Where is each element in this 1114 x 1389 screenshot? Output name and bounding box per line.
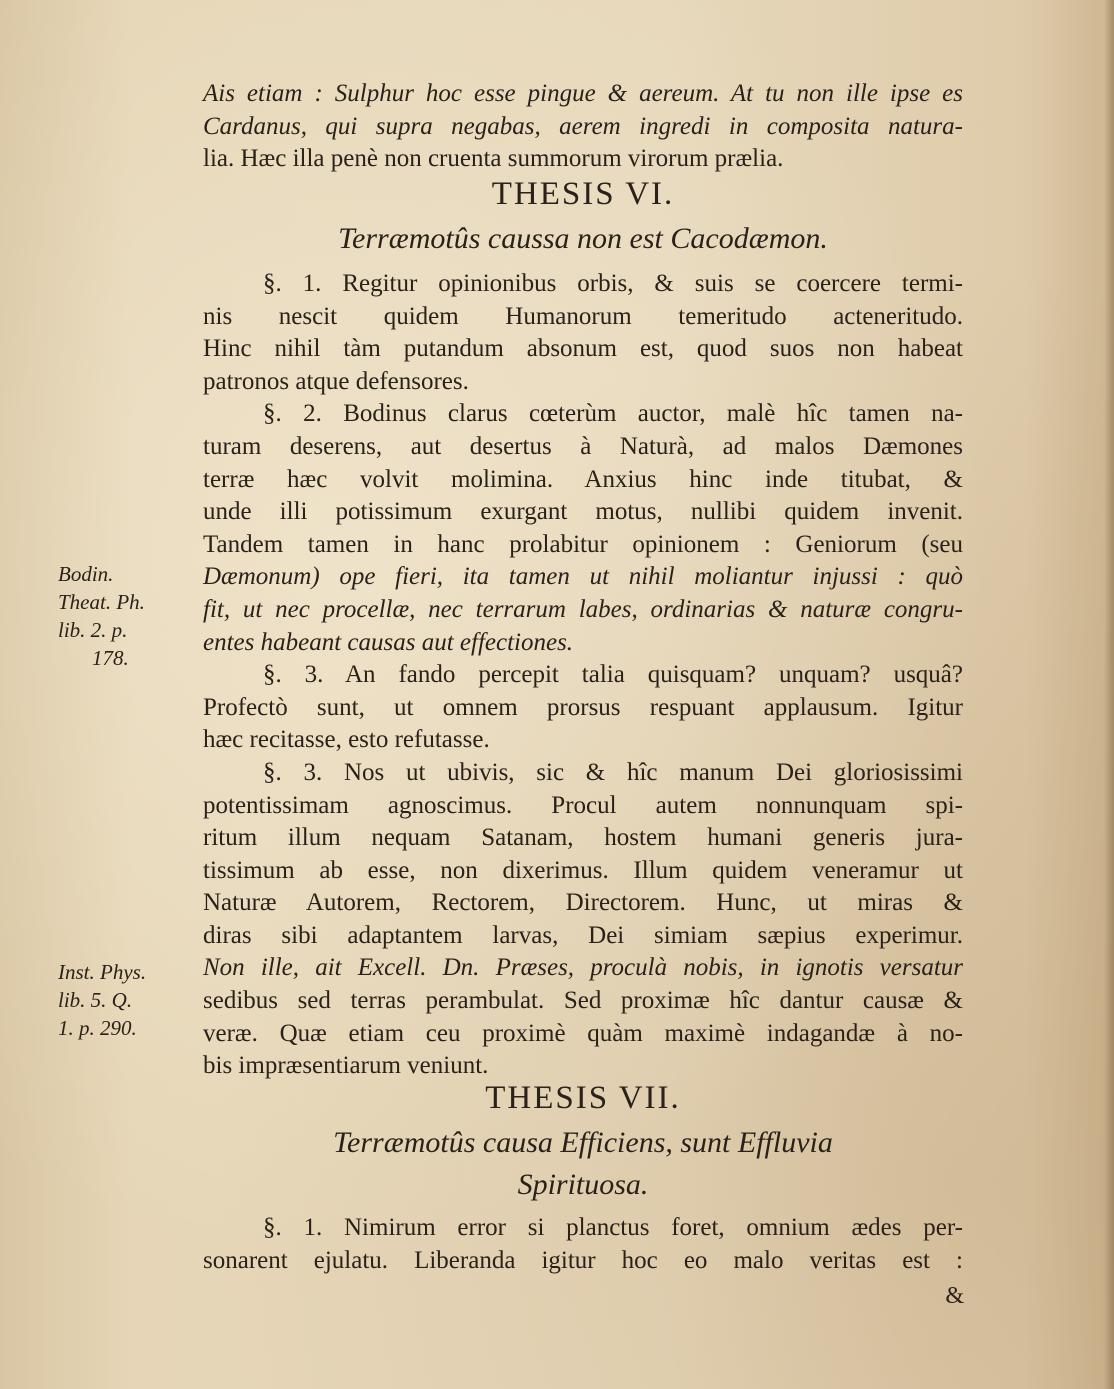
intro-line: lia. Hæc illa penè non cruenta summorum virorum prælia. <box>203 145 784 173</box>
text-line: veræ. Quæ etiam ceu proximè quàm maximè indagandæ à no- <box>203 1019 963 1047</box>
text-line: sonarent ejulatu. Liberanda igitur hoc eo malo veritas est : <box>203 1246 963 1274</box>
text-line: Profectò sunt, ut omnem prorsus respuant applausum. Igitur <box>203 693 963 721</box>
thesis-6-heading: THESIS VI. <box>491 176 675 212</box>
text-line: nis nescit quidem Humanorum temeritudo acteneritudo. <box>203 302 963 330</box>
thesis-7-subtitle-line-2: Spirituosa. <box>517 1168 649 1201</box>
text-line: entes habeant causas aut effectiones. <box>203 628 574 656</box>
margin-note-bodin <box>58 560 188 672</box>
text-line: §. 3. An fando percepit talia quisquam? unquam? usquâ? <box>263 661 963 689</box>
text-line: §. 2. Bodinus clarus cœterùm auctor, malè hîc tamen na- <box>263 400 963 428</box>
paragraph-2 <box>203 398 963 659</box>
text-line: Dæmonum) ope fieri, ita tamen ut nihil moliantur injussi : quò <box>203 563 963 591</box>
margin-note-line: 1. p. 290. <box>58 1016 137 1040</box>
text-line: sedibus sed terras perambulat. Sed proximæ hîc dantur causæ & <box>203 987 963 1015</box>
margin-note-line: Inst. Phys. <box>58 960 147 984</box>
text-line: bis impræsentiarum veniunt. <box>203 1052 489 1080</box>
margin-note-line: lib. 2. p. <box>58 618 128 642</box>
text-line: unde illi potissimum exurgant motus, nullibi quidem invenit. <box>203 498 963 526</box>
text-line: ritum illum nequam Satanam, hostem humani generis jura- <box>203 824 963 852</box>
intro-block <box>203 78 963 176</box>
text-line: Non ille, ait Excell. Dn. Præses, proculà nobis, in ignotis versatur <box>203 954 963 982</box>
margin-note-line: Theat. Ph. <box>58 590 145 614</box>
text-line: Naturæ Autorem, Rectorem, Directorem. Hunc, ut miras & <box>203 889 963 917</box>
text-line: potentissimam agnoscimus. Procul autem nonnunquam spi- <box>203 791 963 819</box>
text-line: hæc recitasse, esto refutasse. <box>203 726 490 754</box>
paragraph-4 <box>203 757 963 1083</box>
catchword: & <box>945 1283 964 1309</box>
text-line: tissimum ab esse, non dixerimus. Illum quidem veneramur ut <box>203 856 963 884</box>
thesis-6-body <box>203 268 963 1083</box>
intro-line: Ais etiam : Sulphur hoc esse pingue & aereum. At tu non ille ipse es <box>203 80 963 107</box>
text-line: terræ hæc volvit molimina. Anxius hinc inde titubat, & <box>203 465 963 493</box>
margin-note-inst-phys <box>58 958 188 1042</box>
text-line: diras sibi adaptantem larvas, Dei simiam sæpius experimur. <box>203 921 963 949</box>
text-line: §. 1. Regitur opinionibus orbis, & suis se coercere termi- <box>263 270 963 297</box>
text-line: fit, ut nec procellæ, nec terrarum labes, ordinarias & naturæ congru- <box>203 595 963 623</box>
paragraph-3 <box>203 659 963 757</box>
text-line: §. 1. Nimirum error si planctus foret, omnium ædes per- <box>263 1214 963 1241</box>
thesis-7-body <box>203 1212 963 1277</box>
intro-line: Cardanus, qui supra negabas, aerem ingredi in composita natura- <box>203 112 963 140</box>
paragraph-1 <box>203 268 963 398</box>
margin-note-line: Bodin. <box>58 562 114 586</box>
thesis-6-subtitle: Terræmotûs caussa non est Cacodæmon. <box>338 222 828 255</box>
text-line: Hinc nihil tàm putandum absonum est, quod suos non habeat <box>203 335 963 363</box>
text-line: patronos atque defensores. <box>203 367 469 395</box>
margin-note-line: lib. 5. Q. <box>58 988 133 1012</box>
thesis-7-heading: THESIS VII. <box>485 1080 681 1116</box>
text-line: §. 3. Nos ut ubivis, sic & hîc manum Dei gloriosissimi <box>263 758 963 786</box>
text-line: turam deserens, aut desertus à Naturà, ad malos Dæmones <box>203 432 963 460</box>
text-line: Tandem tamen in hanc prolabitur opinionem : Geniorum (seu <box>203 530 963 558</box>
page-fold-shadow <box>1104 0 1114 1389</box>
margin-note-line: 178. <box>92 646 129 670</box>
thesis-7-subtitle-line-1: Terræmotûs causa Efficiens, sunt Effluvia <box>333 1126 833 1159</box>
